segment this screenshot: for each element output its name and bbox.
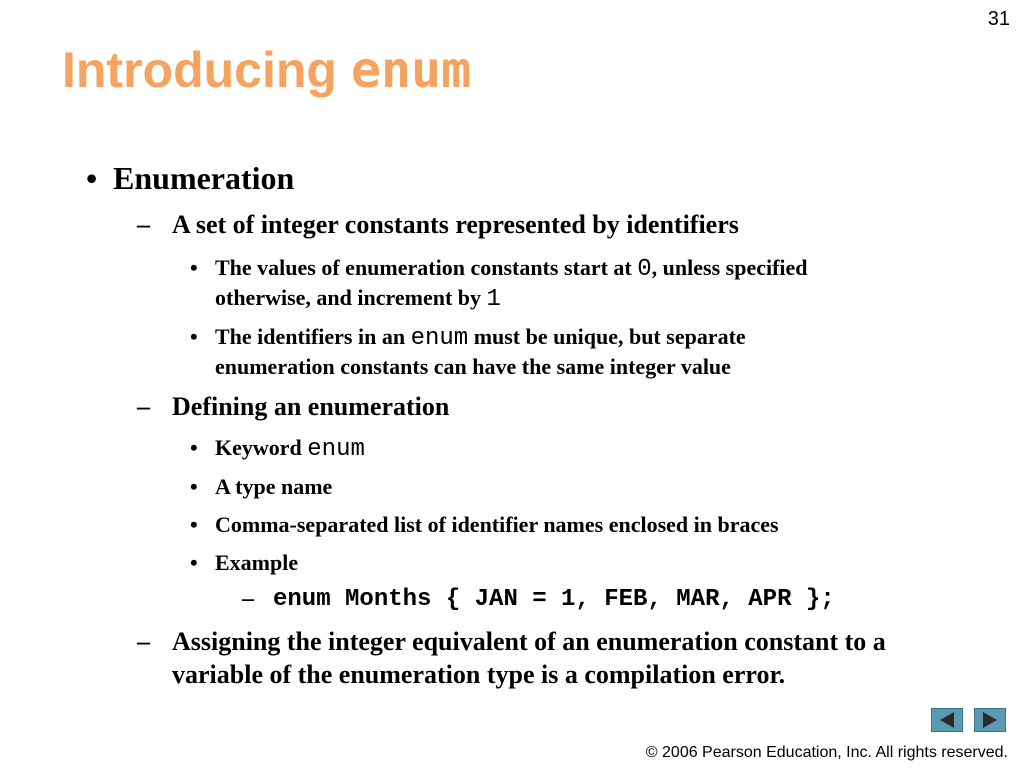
bullet-enumeration: Enumeration [113,160,295,196]
title-text: Introducing [62,42,351,98]
code-enum: enum [410,325,469,352]
code-zero: 0 [637,256,652,283]
page-number: 31 [987,8,1010,30]
dash-marker: – [137,627,150,656]
next-slide-button[interactable] [974,708,1006,732]
title-code: enum [350,41,472,99]
bullet-comma-list: Comma-separated list of identifier names enclosed in braces [215,512,779,537]
bullet-values-start: The values of enumeration constants start at 0, unless specified [215,255,808,283]
bullet-marker: • [190,474,198,499]
bullet-defining: Defining an enumeration [172,392,450,421]
dash-marker: – [137,392,150,421]
bullet-type-name: A type name [215,474,333,499]
dash-marker: – [137,210,150,239]
dash-marker: – [242,586,254,612]
bullet-marker: • [190,255,198,280]
code-one: 1 [486,286,501,313]
triangle-left-icon [932,709,962,731]
bullet-marker: • [190,550,198,575]
bullet-marker: • [86,160,98,196]
bullet-assigning: Assigning the integer equivalent of an enumeration constant to a [172,627,886,656]
bullet-unique-cont: enumeration constants can have the same integer value [215,354,731,379]
bullet-marker: • [190,512,198,537]
bullet-marker: • [190,324,198,349]
prev-slide-button[interactable] [931,708,963,732]
bullet-unique: The identifiers in an enum must be unique, but separate [215,324,746,352]
bullet-marker: • [190,435,198,460]
bullet-assigning-cont: variable of the enumeration type is a compilation error. [172,660,786,689]
copyright-footer: © 2006 Pearson Education, Inc. All rights reserved. [645,744,1008,761]
triangle-right-icon [975,709,1005,731]
bullet-definition: A set of integer constants represented by identifiers [172,210,739,239]
bullet-example: Example [215,550,299,575]
bullet-keyword: Keyword enum [215,435,365,463]
example-code: enum Months { JAN = 1, FEB, MAR, APR }; [273,586,835,613]
code-enum: enum [307,436,365,463]
bullet-values-start-cont: otherwise, and increment by 1 [215,285,501,313]
slide-title [62,40,471,100]
